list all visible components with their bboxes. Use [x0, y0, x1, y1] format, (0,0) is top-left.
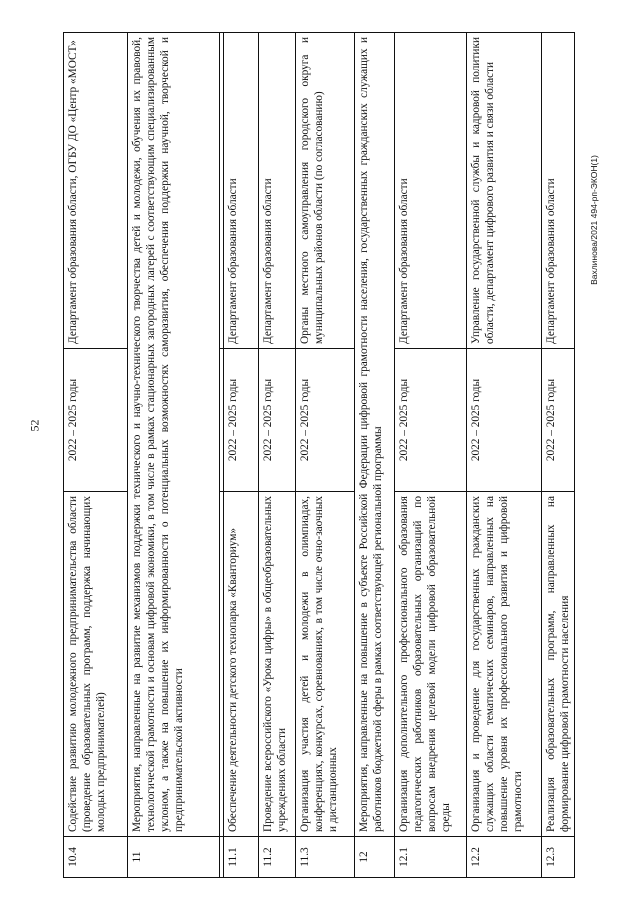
measure-text: Проведение всероссийского «Урока цифры» в общеобразовательных учреждениях области — [259, 492, 296, 837]
measure-text: Организация участия детей и молодежи в олимпиадах, конференциях, конкурсах, соревнованиях, в том числе очно-заочных и дистанционных — [296, 492, 355, 837]
table-row — [467, 33, 542, 878]
row-number: 12.2 — [467, 837, 542, 878]
measure-text: Организация дополнительного профессионального образования педагогических работников образовательных организаций по вопросам внедрения целевой модели цифровой образовательной среды — [395, 492, 467, 837]
measure-period: 2022 – 2025 годы — [259, 349, 296, 492]
table-row — [224, 33, 259, 878]
row-number: 11.1 — [224, 837, 259, 878]
row-number: 11 — [128, 837, 220, 878]
measure-period: 2022 – 2025 годы — [296, 349, 355, 492]
measure-text: Содействие развитию молодежного предпринимательства области (проведение образовательных программ, поддержка начинающих молодых предпринимателей) — [64, 492, 128, 837]
section-heading: Мероприятия, направленные на повышение в субъекте Российской Федерации цифровой грамотности населения, государственных гражданских служащих и работников бюджетной сферы в рамках соответствующей региональной программы — [355, 33, 395, 837]
table-row — [296, 33, 355, 878]
measure-executor: Департамент образования области — [542, 33, 575, 349]
measure-executor: Департамент образования области — [224, 33, 259, 349]
measure-period: 2022 – 2025 годы — [224, 349, 259, 492]
row-number: 12.3 — [542, 837, 575, 878]
table-row — [355, 33, 395, 878]
measure-executor: Департамент образования области — [259, 33, 296, 349]
measure-period: 2022 – 2025 годы — [542, 349, 575, 492]
measure-executor: Управление государственной службы и кадровой политики области, департамент цифрового развития и связи области — [467, 33, 542, 349]
measure-executor: Департамент образования области, ОГБУ ДО «Центр «МОСТ» — [64, 33, 128, 349]
table-row — [395, 33, 467, 878]
table-row — [128, 33, 220, 878]
row-number: 10.4 — [64, 837, 128, 878]
row-number: 12 — [355, 837, 395, 878]
measure-period: 2022 – 2025 годы — [467, 349, 542, 492]
measure-text: Реализация образовательных программ, направленных на формирование цифровой грамотности населения — [542, 492, 575, 837]
footer-stamp — [583, 60, 605, 380]
measures-table — [63, 32, 575, 878]
measure-text: Обеспечение деятельности детского технопарка «Кванториум» — [224, 492, 259, 837]
measure-period: 2022 – 2025 годы — [395, 349, 467, 492]
measure-executor: Департамент образования области — [395, 33, 467, 349]
page-number: 52 — [27, 419, 42, 432]
row-number: 11.3 — [296, 837, 355, 878]
table-row — [542, 33, 575, 878]
row-number: 11.2 — [259, 837, 296, 878]
section-heading: Мероприятия, направленные на развитие механизмов поддержки технического и научно-технического творчества детей и молодежи, обучения их правовой, технологической грамотности и основам цифровой экономики, в том числе в рамках стационарных загородных лагерей с соответствующим специализированным уклоном, а также на повышение их информированности о потенциальных возможностях саморазвития, обеспечения поддержки научной, творческой и предпринимательской активности — [128, 33, 220, 837]
rotated-table-container — [63, 33, 571, 878]
table-row — [259, 33, 296, 878]
measure-text: Организация и проведение для государственных гражданских служащих области тематических семинаров, направленных на повышение уровня их профессионального развития и цифровой грамотности — [467, 492, 542, 837]
measure-period: 2022 – 2025 годы — [64, 349, 128, 492]
table-row — [64, 33, 128, 878]
measure-executor: Органы местного самоуправления городского округа и муниципальных районов области (по согласованию) — [296, 33, 355, 349]
row-number: 12.1 — [395, 837, 467, 878]
footer-stamp-text: Вахлинова/2021 494-рп-ЭКОН(1) — [589, 155, 599, 285]
